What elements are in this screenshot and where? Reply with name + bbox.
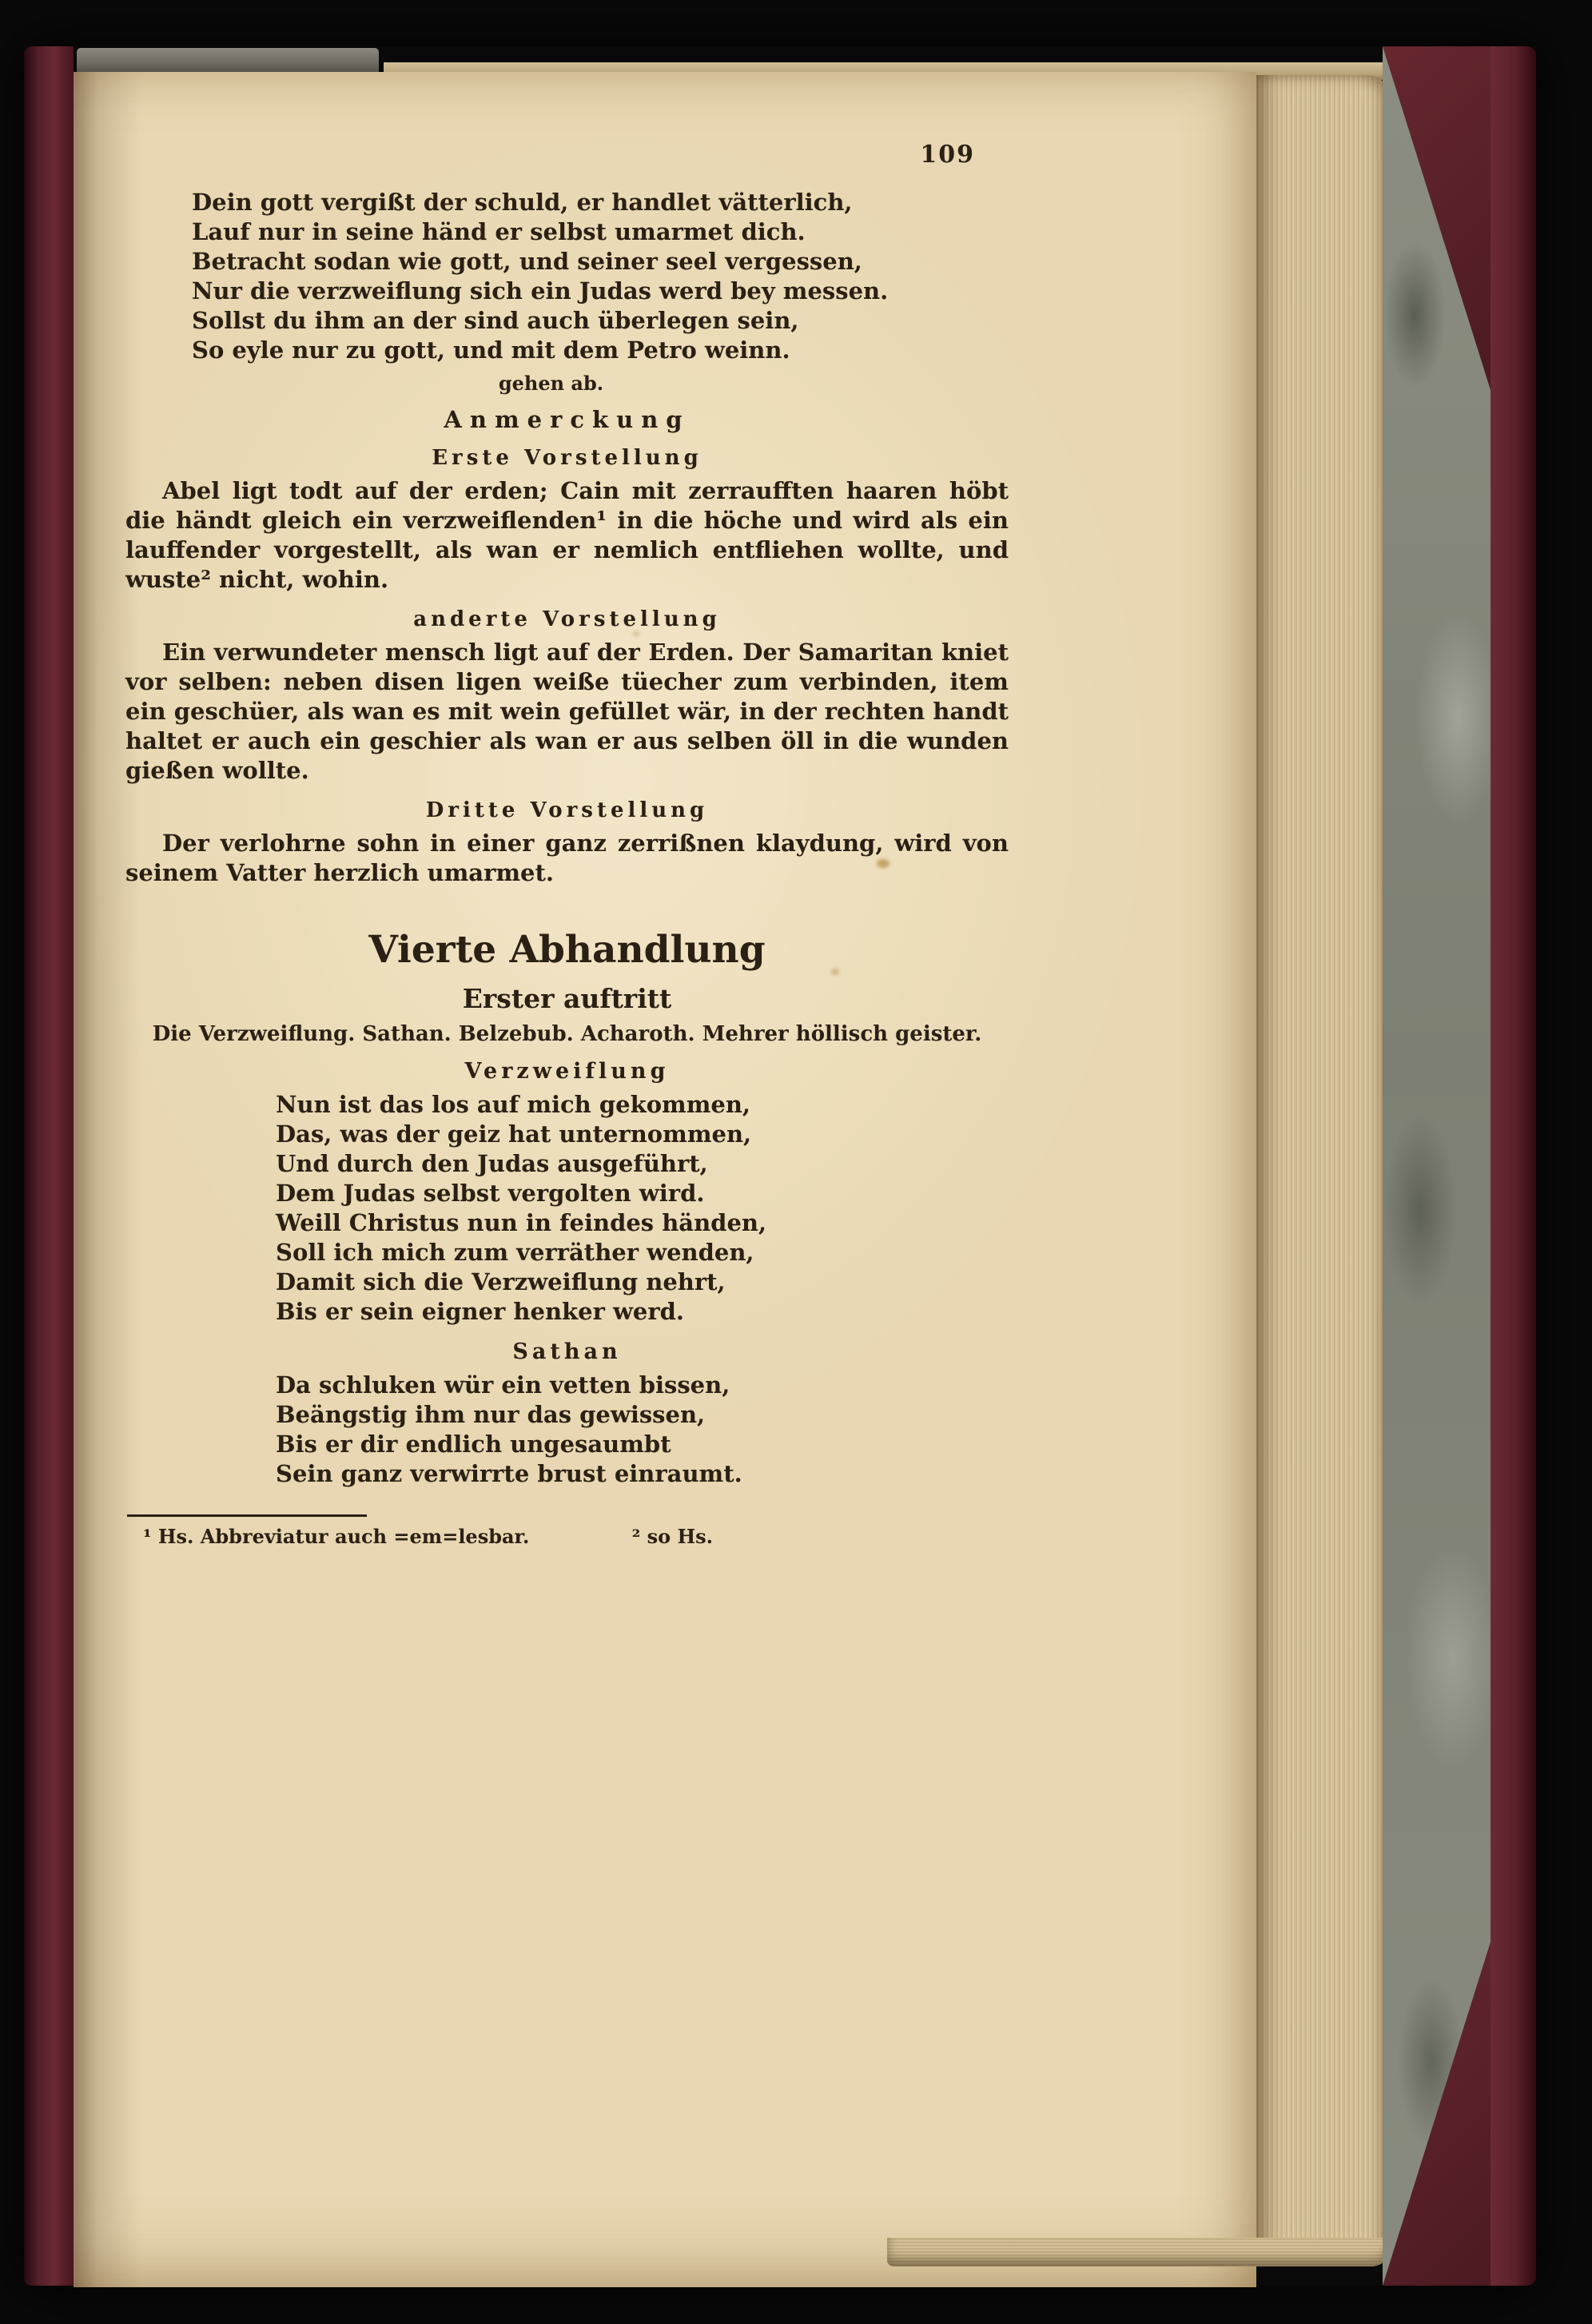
book-page: [74, 72, 1256, 2287]
foxing-speck: [877, 859, 890, 868]
verse-line: Nur die verzweiflung sich ein Judas werd bey messen.: [192, 277, 889, 304]
verse-line: Nun ist das los auf mich gekommen,: [276, 1091, 751, 1118]
speech-sathan: [276, 1371, 1009, 1489]
verse-line: Lauf nur in seine händ er selbst umarmet dich.: [192, 218, 806, 245]
verse-line: Soll ich mich zum verräther wenden,: [276, 1239, 754, 1266]
footnote-rule: [127, 1514, 367, 1517]
page-bottom-edges: [887, 2238, 1391, 2266]
scene-heading: Erster auftritt: [462, 983, 672, 1014]
speech-verzweiflung: [276, 1090, 1009, 1327]
text-block: [125, 141, 1009, 1548]
presentation-2-heading: anderte Vorstellung: [413, 607, 721, 631]
footnote-block: [125, 1514, 1009, 1548]
presentation-3-heading: Dritte Vorstellung: [425, 798, 709, 822]
book-cover-left-edge: [24, 46, 74, 2286]
presentation-1-heading: Erste Vorstellung: [432, 446, 702, 470]
book-cover-right: [1383, 46, 1536, 2286]
verse-line: Und durch den Judas ausgeführt,: [276, 1150, 708, 1177]
verse-line: So eyle nur zu gott, und mit dem Petro weinn.: [192, 336, 790, 364]
annotation-heading: Anmerckung: [444, 406, 691, 433]
marbled-board: [1383, 46, 1491, 2286]
presentation-1-text: Abel ligt todt auf der erden; Cain mit zerraufften haaren höbt die händt gleich ein verzweiflenden¹ in die höche und wird als ein lauffender vorgestellt, als wan er nemlich entfliehen wollte, und wuste² nicht, wohin.: [125, 477, 1009, 593]
speaker-sathan: Sathan: [512, 1339, 622, 1364]
page-number: 109: [920, 141, 975, 169]
verse-line: Bis er sein eigner henker werd.: [276, 1298, 685, 1325]
verse-line: Bis er dir endlich ungesaumbt: [276, 1431, 671, 1458]
verse-line: Sein ganz verwirrte brust einraumt.: [276, 1460, 742, 1487]
book: [24, 46, 1536, 2286]
verse-line: Beängstig ihm nur das gewissen,: [276, 1401, 706, 1428]
verse-line: Das, was der geiz hat unternommen,: [276, 1120, 752, 1148]
footnote-2: ² so Hs.: [631, 1525, 713, 1548]
presentation-3-text: Der verlohrne sohn in einer ganz zerrißnen klaydung, wird von seinem Vatter herzlich umarmet.: [125, 830, 1009, 886]
verse-line: Damit sich die Verzweiflung nehrt,: [276, 1268, 726, 1295]
presentation-2-text: Ein verwundeter mensch ligt auf der Erden. Der Samaritan kniet vor selben: neben disen ligen weiße tüecher zum verbinden, item ein geschüer, als wan es mit wein gefüllet wär, in der rechten handt haltet er auch ein geschier als wan er aus selben öll in die wunden gießen wollte.: [125, 639, 1009, 784]
verse-line: Weill Christus nun in feindes händen,: [276, 1209, 767, 1236]
foxing-speck: [633, 631, 639, 636]
cast-list: Die Verzweiflung. Sathan. Belzebub. Acharoth. Mehrer höllisch geister.: [152, 1022, 982, 1046]
speaker-verzweiflung: Verzweiflung: [464, 1059, 670, 1084]
footnote-1: ¹ Hs. Abbreviatur auch =em=lesbar.: [143, 1525, 530, 1548]
verse-line: Dein gott vergißt der schuld, er handlet vätterlich,: [192, 189, 853, 216]
verse-line: Da schluken wür ein vetten bissen,: [276, 1371, 730, 1399]
act-title: Vierte Abhandlung: [368, 928, 766, 972]
fore-edge-page-stack: [1256, 75, 1391, 2262]
verse-line: Sollst du ihm an der sind auch überlegen sein,: [192, 307, 799, 334]
verse-line: Betracht sodan wie gott, und seiner seel vergessen,: [192, 248, 862, 275]
foxing-speck: [831, 969, 839, 975]
leather-edge: [1491, 46, 1536, 2286]
stage-direction: gehen ab.: [498, 372, 604, 395]
verse-line: Dem Judas selbst vergolten wird.: [276, 1180, 705, 1207]
opening-verse: [192, 188, 1009, 365]
